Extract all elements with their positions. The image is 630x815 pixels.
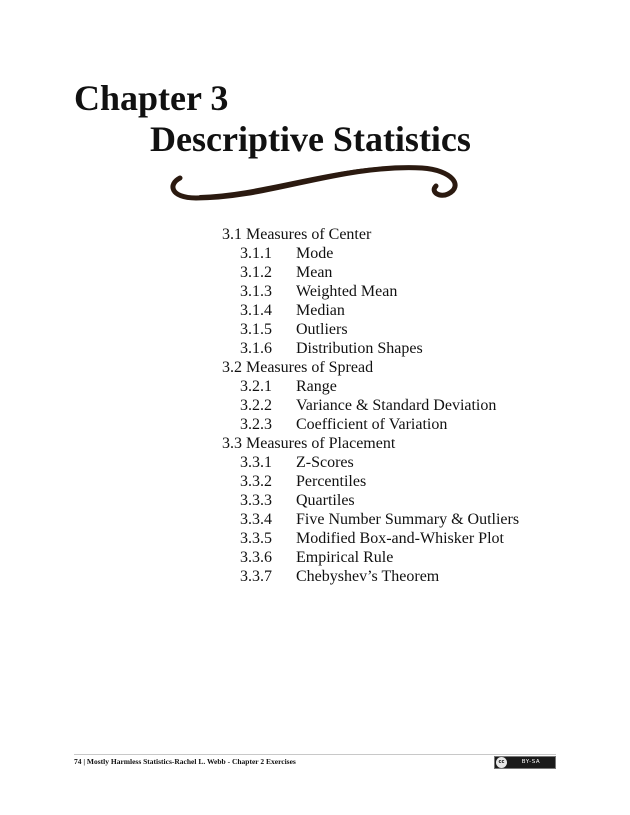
- toc-label: Quartiles: [296, 492, 355, 509]
- toc-number: 3.1.2: [240, 264, 272, 281]
- toc-label: Coefficient of Variation: [296, 416, 448, 433]
- toc-label: 3.2 Measures of Spread: [222, 359, 374, 376]
- toc-number: 3.1.4: [240, 302, 272, 319]
- toc-subsection: [222, 320, 562, 339]
- toc-subsection: [222, 453, 562, 472]
- toc-subsection: [222, 548, 562, 567]
- toc-subsection: [222, 263, 562, 282]
- toc-subsection: [222, 396, 562, 415]
- toc-label: Five Number Summary & Outliers: [296, 511, 520, 528]
- toc-number: 3.2.3: [240, 416, 272, 433]
- toc-label: Variance & Standard Deviation: [296, 397, 497, 414]
- toc-subsection: [222, 377, 562, 396]
- toc-section: [222, 358, 562, 377]
- toc-number: 3.3.1: [240, 454, 272, 471]
- toc-subsection: [222, 491, 562, 510]
- toc-number: 3.1.1: [240, 245, 272, 262]
- toc-number: 3.2.1: [240, 378, 272, 395]
- toc-number: 3.2.2: [240, 397, 272, 414]
- toc-subsection: [222, 529, 562, 548]
- toc-subsection: [222, 567, 562, 586]
- toc-number: 3.1.3: [240, 283, 272, 300]
- decorative-flourish: [160, 158, 470, 210]
- toc-subsection: [222, 244, 562, 263]
- chapter-title: Descriptive Statistics: [150, 119, 471, 159]
- toc-label: Modified Box-and-Whisker Plot: [296, 530, 504, 547]
- toc-number: 3.3.2: [240, 473, 272, 490]
- toc-label: Median: [296, 302, 345, 319]
- toc-number: 3.3.7: [240, 568, 272, 585]
- toc-section: [222, 225, 562, 244]
- toc-label: Mode: [296, 245, 334, 262]
- toc-number: 3.1.6: [240, 340, 272, 357]
- toc-label: Empirical Rule: [296, 549, 394, 566]
- toc-number: 3.1.5: [240, 321, 272, 338]
- toc-subsection: [222, 510, 562, 529]
- toc-label: Z-Scores: [296, 454, 354, 471]
- toc-label: Outliers: [296, 321, 348, 338]
- toc-label: Chebyshev’s Theorem: [296, 568, 440, 585]
- toc-subsection: [222, 282, 562, 301]
- toc-number: 3.3.4: [240, 511, 272, 528]
- footer-divider: [74, 754, 556, 755]
- toc-subsection: [222, 301, 562, 320]
- toc-label: Mean: [296, 264, 333, 281]
- toc-number: 3.3.5: [240, 530, 272, 547]
- table-of-contents: [222, 225, 562, 586]
- toc-subsection: [222, 472, 562, 491]
- toc-label: 3.1 Measures of Center: [222, 226, 372, 243]
- toc-label: Percentiles: [296, 473, 367, 490]
- creative-commons-icon: cc: [496, 757, 507, 768]
- chapter-number: Chapter 3: [74, 78, 229, 118]
- toc-section: [222, 434, 562, 453]
- license-badge[interactable]: [494, 756, 556, 769]
- toc-label: 3.3 Measures of Placement: [222, 435, 396, 452]
- toc-number: 3.3.6: [240, 549, 272, 566]
- footer-text: 74 | Mostly Harmless Statistics-Rachel L. Webb - Chapter 2 Exercises: [74, 757, 296, 766]
- toc-label: Distribution Shapes: [296, 340, 423, 357]
- toc-subsection: [222, 339, 562, 358]
- license-label: BY-SA: [521, 759, 541, 765]
- toc-label: Weighted Mean: [296, 283, 398, 300]
- toc-label: Range: [296, 378, 337, 395]
- toc-number: 3.3.3: [240, 492, 272, 509]
- toc-subsection: [222, 415, 562, 434]
